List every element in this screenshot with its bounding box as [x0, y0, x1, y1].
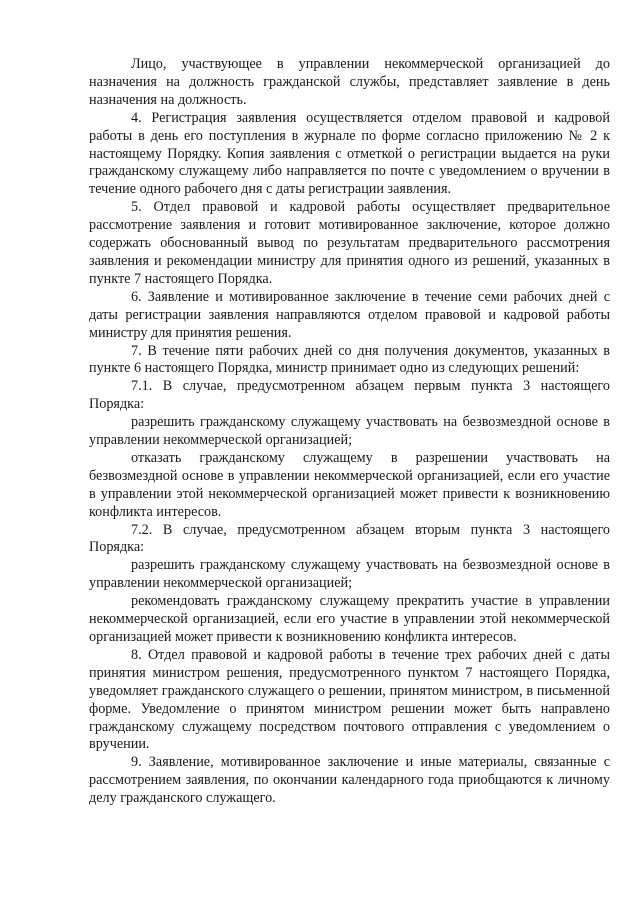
paragraph-item-7-2-option-1: разрешить гражданскому служащему участвовать на безвозмездной основе в управлении некоммерческой организацией; — [89, 557, 610, 592]
document-page — [89, 56, 610, 808]
paragraph-item-7-1: 7.1. В случае, предусмотренном абзацем первым пункта 3 настоящего Порядка: — [89, 378, 610, 413]
paragraph-item-7-1-option-2: отказать гражданскому служащему в разрешении участвовать на безвозмездной основе в управлении некоммерческой организацией, если его участие в управлении этой некоммерческой организацией может привести к возникновению конфликта интересов. — [89, 449, 610, 520]
paragraph-item-9: 9. Заявление, мотивированное заключение и иные материалы, связанные с рассмотрением заявления, по окончании календарного года приобщаются к личному делу гражданского служащего. — [89, 754, 610, 807]
paragraph-item-6: 6. Заявление и мотивированное заключение в течение семи рабочих дней с даты регистрации заявления направляются отделом правовой и кадровой работы министру для принятия решения. — [89, 288, 610, 341]
paragraph-item-7-2: 7.2. В случае, предусмотренном абзацем вторым пункта 3 настоящего Порядка: — [89, 521, 610, 556]
paragraph-item-7-1-option-1: разрешить гражданскому служащему участвовать на безвозмездной основе в управлении некоммерческой организацией; — [89, 414, 610, 449]
paragraph-item-7: 7. В течение пяти рабочих дней со дня получения документов, указанных в пункте 6 настоящего Порядка, министр принимает одно из следующих решений: — [89, 342, 610, 377]
paragraph-intro: Лицо, участвующее в управлении некоммерческой организацией до назначения на должность гражданской службы, представляет заявление в день назначения на должность. — [89, 56, 610, 108]
paragraph-item-7-2-option-2: рекомендовать гражданскому служащему прекратить участие в управлении некоммерческой организацией, если его участие в управлении этой некоммерческой организацией может привести к возникновению конфликта интересов. — [89, 593, 610, 645]
paragraph-item-8: 8. Отдел правовой и кадровой работы в течение трех рабочих дней с даты принятия министром решения, предусмотренного пунктом 7 настоящего Порядка, уведомляет гражданского служащего о решении, принятом министром, в письменной форме. Уведомление о принятом министром решении может быть направлено гражданскому служащему посредством почтового отправления с уведомлением о вручении. — [89, 646, 610, 753]
paragraph-item-5: 5. Отдел правовой и кадровой работы осуществляет предварительное рассмотрение заявления и готовит мотивированное заключение, которое должно содержать обоснованный вывод по результатам предварительного рассмотрения заявления и рекомендации министру для принятия одного из решений, указанных в пункте 7 настоящего Порядка. — [89, 199, 610, 287]
paragraph-item-4: 4. Регистрация заявления осуществляется отделом правовой и кадровой работы в день его поступления в журнале по форме согласно приложению № 2 к настоящему Порядку. Копия заявления с отметкой о регистрации выдается на руки гражданскому служащему либо направляется по почте с уведомлением о вручении в течение одного рабочего дня с даты регистрации заявления. — [89, 109, 610, 198]
